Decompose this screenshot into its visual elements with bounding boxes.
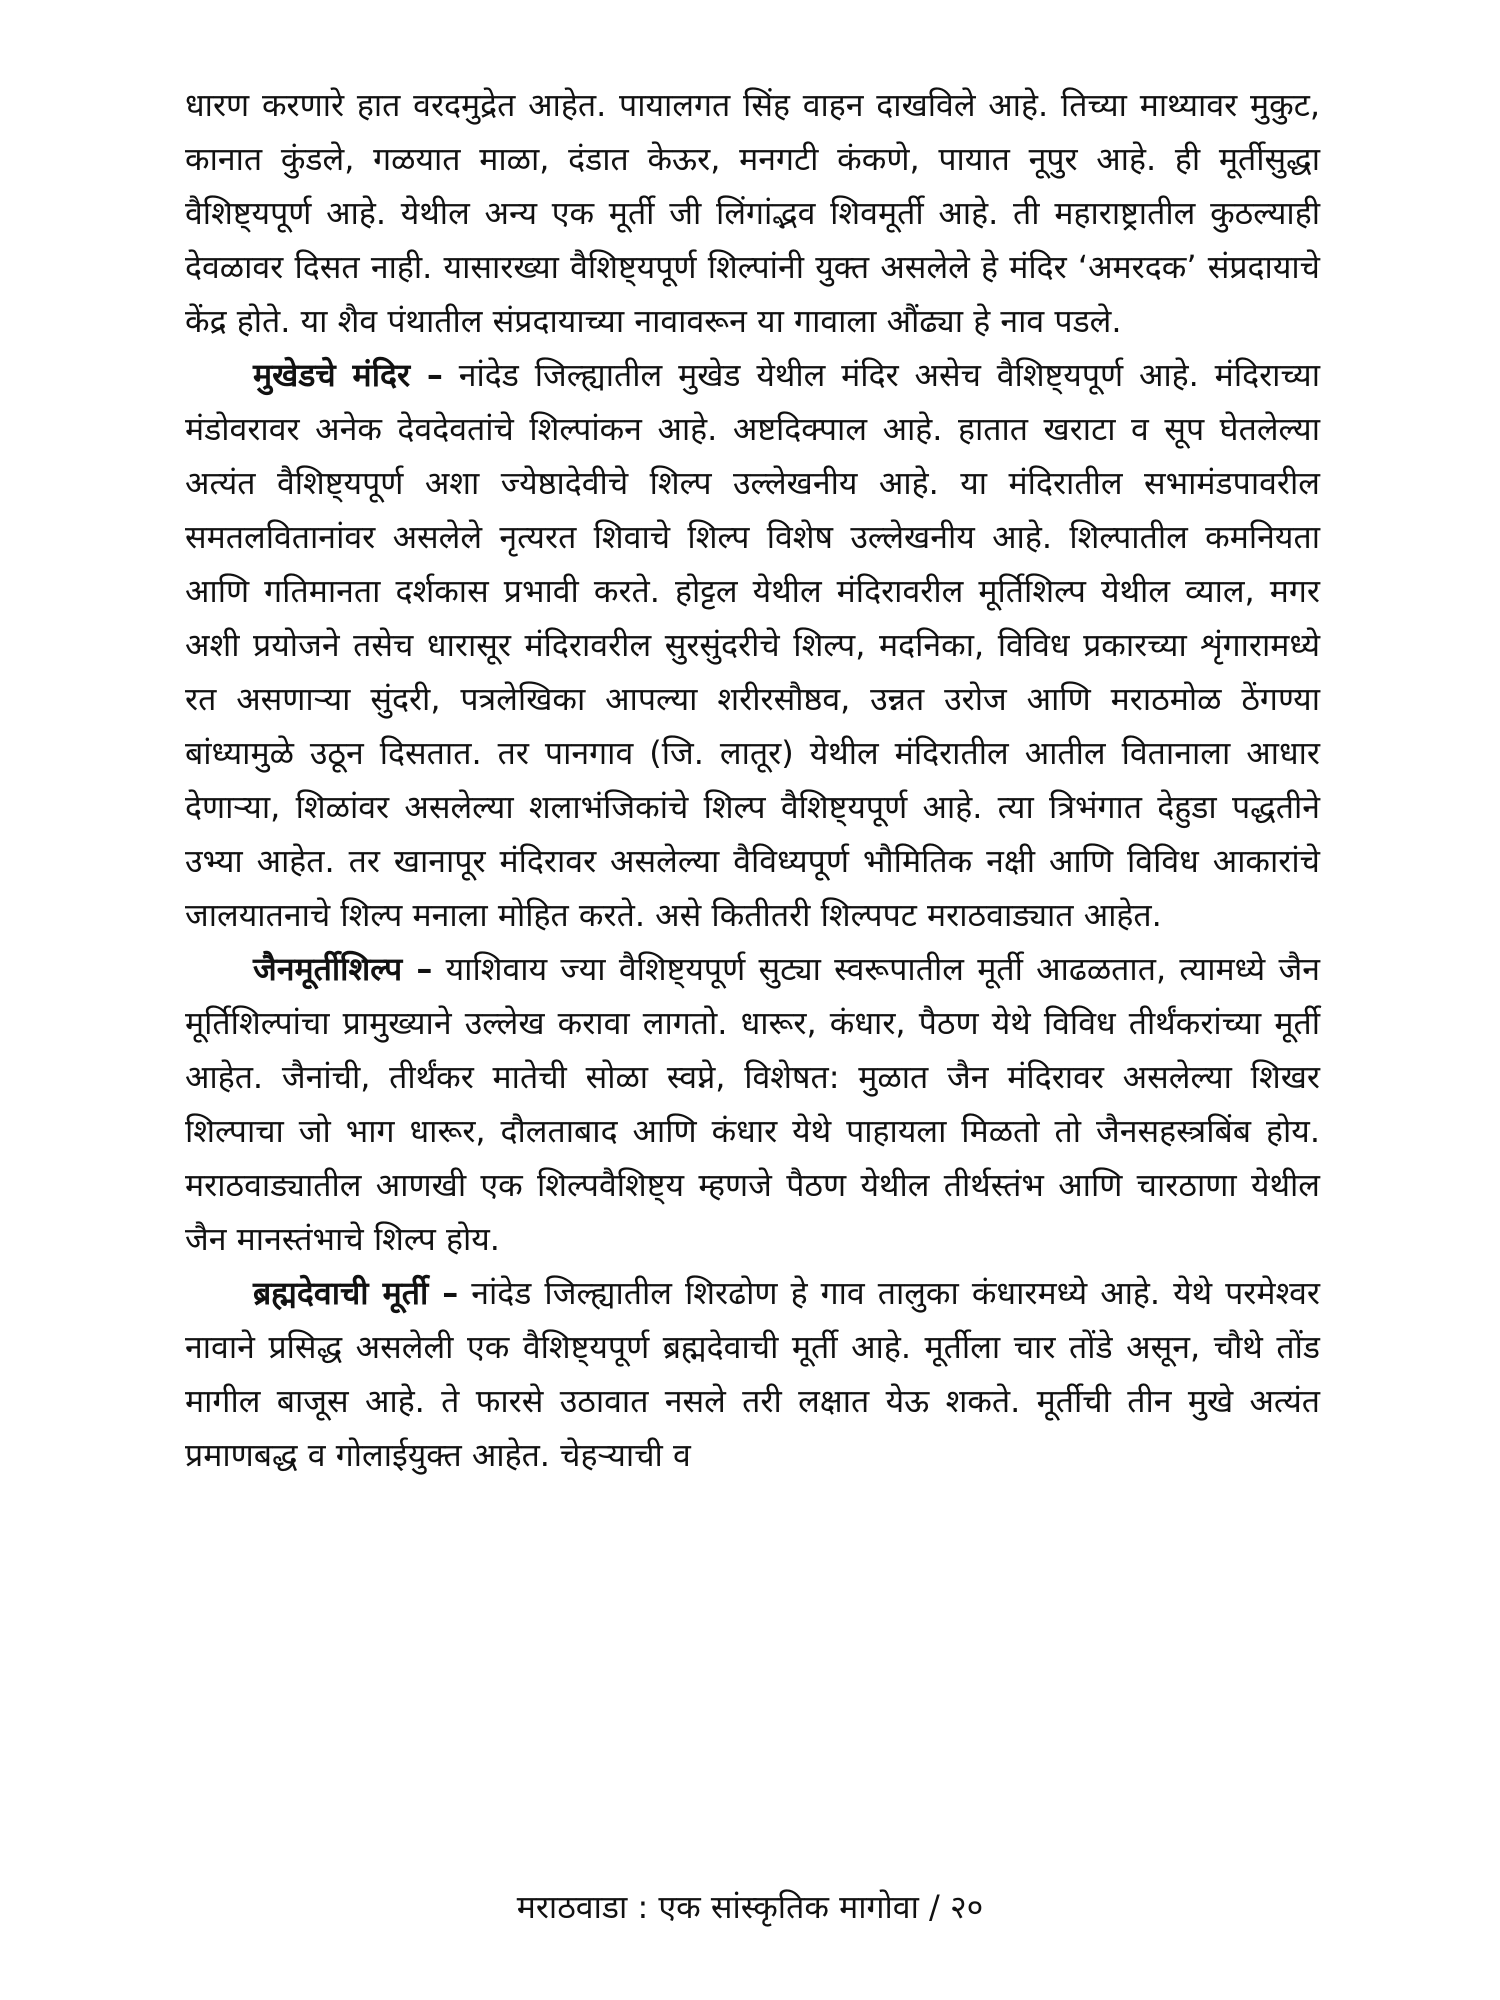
section-heading-brahmadeva-idol: ब्रह्मदेवाची मूर्ती – — [253, 1274, 459, 1312]
body-text — [185, 78, 1320, 1482]
section-heading-jain-sculpture: जैनमूर्तीशिल्प – — [253, 950, 433, 988]
paragraph-body: नांदेड जिल्ह्यातील शिरढोण हे गाव तालुका कंधारमध्ये आहे. येथे परमेश्वर नावाने प्रसिद्ध असलेली एक वैशिष्ट्यपूर्ण ब्रह्मदेवाची मूर्ती आहे. मूर्तीला चार तोंडे असून, चौथे तोंड मागील बाजूस आहे. ते फारसे उठावात नसले तरी लक्षात येऊ शकते. मूर्तीची तीन मुखे अत्यंत प्रमाणबद्ध व गोलाईयुक्त आहेत. चेहऱ्याची व — [185, 1274, 1320, 1474]
paragraph-jain-sculpture — [185, 942, 1320, 1266]
section-heading-mukhed-temple: मुखेडचे मंदिर – — [253, 356, 443, 394]
page-footer: मराठवाडा : एक सांस्कृतिक मागोवा / २० — [516, 1888, 984, 1926]
paragraph-body: नांदेड जिल्ह्यातील मुखेड येथील मंदिर असेच वैशिष्ट्यपूर्ण आहे. मंदिराच्या मंडोवरावर अनेक देवदेवतांचे शिल्पांकन आहे. अष्टदिक्पाल आहे. हातात खराटा व सूप घेतलेल्या अत्यंत वैशिष्ट्यपूर्ण अशा ज्येष्ठादेवीचे शिल्प उल्लेखनीय आहे. या मंदिरातील सभामंडपावरील समतलवितानांवर असलेले नृत्यरत शिवाचे शिल्प विशेष उल्लेखनीय आहे. शिल्पातील कमनियता आणि गतिमानता दर्शकास प्रभावी करते. होट्टल येथील मंदिरावरील मूर्तिशिल्प येथील व्याल, मगर अशी प्रयोजने तसेच धारासूर मंदिरावरील सुरसुंदरीचे शिल्प, मदनिका, विविध प्रकारच्या शृंगारामध्ये रत असणाऱ्या सुंदरी, पत्रलेखिका आपल्या शरीरसौष्ठव, उन्नत उरोज आणि मराठमोळ ठेंगण्या बांध्यामुळे उठून दिसतात. तर पानगाव (जि. लातूर) येथील मंदिरातील आतील वितानाला आधार देणाऱ्या, शिळांवर असलेल्या शलाभंजिकांचे शिल्प वैशिष्ट्यपूर्ण आहे. त्या त्रिभंगात देहुडा पद्धतीने उभ्या आहेत. तर खानापूर मंदिरावर असलेल्या वैविध्यपूर्ण भौमितिक नक्षी आणि विविध आकारांचे जालयातनाचे शिल्प मनाला मोहित करते. असे कितीतरी शिल्पपट मराठवाड्यात आहेत. — [185, 356, 1320, 934]
paragraph-brahmadeva-idol — [185, 1266, 1320, 1482]
paragraph-mukhed-temple — [185, 348, 1320, 942]
paragraph-continuation: धारण करणारे हात वरदमुद्रेत आहेत. पायालगत सिंह वाहन दाखविले आहे. तिच्या माथ्यावर मुकुट, कानात कुंडले, गळयात माळा, दंडात केऊर, मनगटी कंकणे, पायात नूपुर आहे. ही मूर्तीसुद्धा वैशिष्ट्यपूर्ण आहे. येथील अन्य एक मूर्ती जी लिंगांद्भव शिवमूर्ती आहे. ती महाराष्ट्रातील कुठल्याही देवळावर दिसत नाही. यासारख्या वैशिष्ट्यपूर्ण शिल्पांनी युक्त असलेले हे मंदिर ‘अमरदक’ संप्रदायाचे केंद्र होते. या शैव पंथातील संप्रदायाच्या नावावरून या गावाला औंढ्या हे नाव पडले. — [185, 86, 1320, 340]
paragraph-body: याशिवाय ज्या वैशिष्ट्यपूर्ण सुट्या स्वरूपातील मूर्ती आढळतात, त्यामध्ये जैन मूर्तिशिल्पांचा प्रामुख्याने उल्लेख करावा लागतो. धारूर, कंधार, पैठण येथे विविध तीर्थंकरांच्या मूर्ती आहेत. जैनांची, तीर्थंकर मातेची सोळा स्वप्ने, विशेषत: मुळात जैन मंदिरावर असलेल्या शिखर शिल्पाचा जो भाग धारूर, दौलताबाद आणि कंधार येथे पाहायला मिळतो तो जैनसहस्त्रबिंब होय. मराठवाड्यातील आणखी एक शिल्पवैशिष्ट्य म्हणजे पैठण येथील तीर्थस्तंभ आणि चारठाणा येथील जैन मानस्तंभाचे शिल्प होय. — [185, 950, 1320, 1258]
